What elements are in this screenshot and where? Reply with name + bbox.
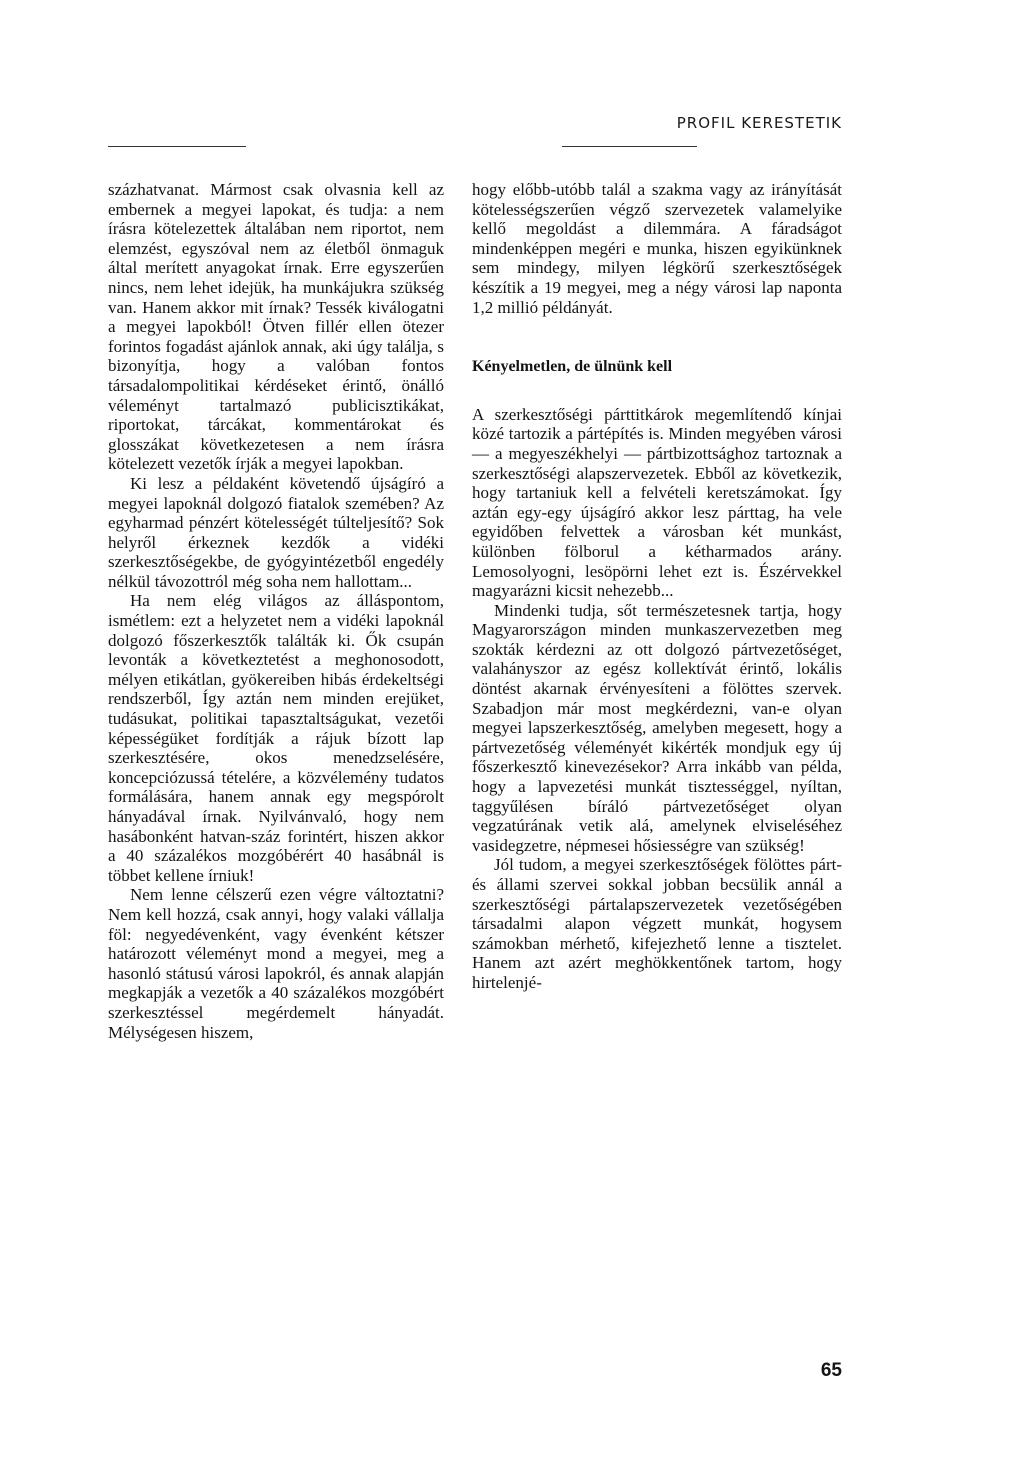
paragraph: Jól tudom, a megyei szerkesztőségek fölöttes párt- és állami szervei sokkal jobban becsülik annál a szerkesztőségi pártalapszervezetek vezetőségében társadalmi alapon végzett munkát, hogysem számokban mérhető, kifejezhető lenne a tisztelet. Hanem azt azért meghökkentőnek tartom, hogy hirtelenjé- — [472, 855, 842, 992]
right-column — [472, 180, 842, 993]
paragraph: hogy előbb-utóbb talál a szakma vagy az irányítását kötelességszerűen végző szervezetek valamelyike kellő megoldást a dilemmára. A fáradságot mindenképpen megéri e munka, hiszen egyikünknek sem mindegy, milyen légkörű szerkesztőségek készítik a 19 megyei, meg a négy városi lap naponta 1,2 millió példányát. — [472, 180, 842, 317]
header-rule-right — [562, 146, 697, 147]
paragraph: Ha nem elég világos az álláspontom, ismétlem: ezt a helyzetet nem a vidéki lapoknál dolgozó főszerkesztők találták ki. Ők csupán levonták a következtetést a meghonosodott, mélyen etikátlan, gyökereiben hibás érdekeltségi rendszerből, Így aztán nem minden erejüket, tudásukat, politikai tapasztaltságukat, vezetői képességüket fordítják a rájuk bízott lap szerkesztésére, okos menedzselésére, koncepciózussá tételére, a közvélemény tudatos formálására, hanem annak egy megspórolt hányadával írnak. Nyilvánvaló, hogy nem hasábonként hatvan-száz forintért, hiszen akkor a 40 százalékos mozgóbérért 40 hasábnál is többet kellene írniuk! — [108, 591, 444, 885]
running-head: PROFIL KERESTETIK — [676, 114, 842, 132]
paragraph: Mindenki tudja, sőt természetesnek tartja, hogy Magyarországon minden munkaszervezetben meg szokták kérdezni az ott dolgozó pártvezetőséget, valahányszor az egész kollektívát érintő, lokális döntést akarnak érvényesíteni a fölöttes szervek. Szabadjon már most megkérdezni, van-e olyan megyei lapszerkesztőség, amelyben megesett, hogy a pártvezetőség véleményét kikérték mondjuk egy új főszerkesztő kinevezésekor? Arra inkább van példa, hogy a lapvezetési munkát tisztességgel, nyíltan, taggyűlésen bíráló pártvezetőséget olyan vegzatúrának vetik alá, amelynek elviseléséhez vasidegzetre, népmesei hősiességre van szükség! — [472, 600, 842, 855]
paragraph: százhatvanat. Mármost csak olvasnia kell az embernek a megyei lapokat, és tudja: a nem írásra kötelezettek általában nem riportot, nem elemzést, egyszóval nem az életből önmaguk által merített anyagokat írnak. Erre egyszerűen nincs, nem lehet idejük, ha munkájukra szükség van. Hanem akkor mit írnak? Tessék kiválogatni a megyei lapokból! Ötven fillér ellen ötezer forintos fogadást ajánlok annak, aki úgy találja, s bizonyítja, hogy a valóban fontos társadalompolitikai kérdéseket érintő, önálló véleményt tartalmazó publicisztikákat, riportokat, tárcákat, kommentárokat és glosszákat következetesen a nem írásra kötelezett vezetők írják a megyei lapokban. — [108, 180, 444, 474]
page-number: 65 — [820, 1360, 842, 1381]
header-rule-left — [108, 146, 246, 147]
left-column — [108, 180, 444, 1042]
section-heading: Kényelmetlen, de ülnünk kell — [472, 358, 673, 376]
paragraph: Nem lenne célszerű ezen végre változtatni? Nem kell hozzá, csak annyi, hogy valaki vállalja föl: negyedévenként, vagy évenként kétszer határozott véleményt mond a megyei, meg a hasonló státusú városi lapokról, és annak alapján megkapják a vezetők a 40 százalékos mozgóbért szerkesztéssel megérdemelt hányadát. Mélységesen hiszem, — [108, 885, 444, 1042]
paragraph: Ki lesz a példaként követendő újságíró a megyei lapoknál dolgozó fiatalok szemében? Az egyharmad pénzért kötelességét túlteljesítő? Sok helyről érkeznek kezdők a vidéki szerkesztőségekbe, de gyógyintézetből engedély nélkül távozottról még soha nem hallottam... — [108, 473, 444, 591]
paragraph: A szerkesztőségi párttitkárok megemlítendő kínjai közé tartozik a pártépítés is. Minden megyében városi — a megyeszékhelyi — pártbizottsághoz tartoznak a szerkesztőségi alapszervezetek. Ebből az következik, hogy tartaniuk kell a felvételi keretszámokat. Így aztán egy-egy újságíró akkor lesz párttag, ha vele egyidőben felvettek a városban két munkást, különben fölborul a kétharmados arány. Lemosolyogni, lesöpörni lehet ezt is. Észérvekkel magyarázni kicsit nehezebb... — [472, 404, 842, 601]
